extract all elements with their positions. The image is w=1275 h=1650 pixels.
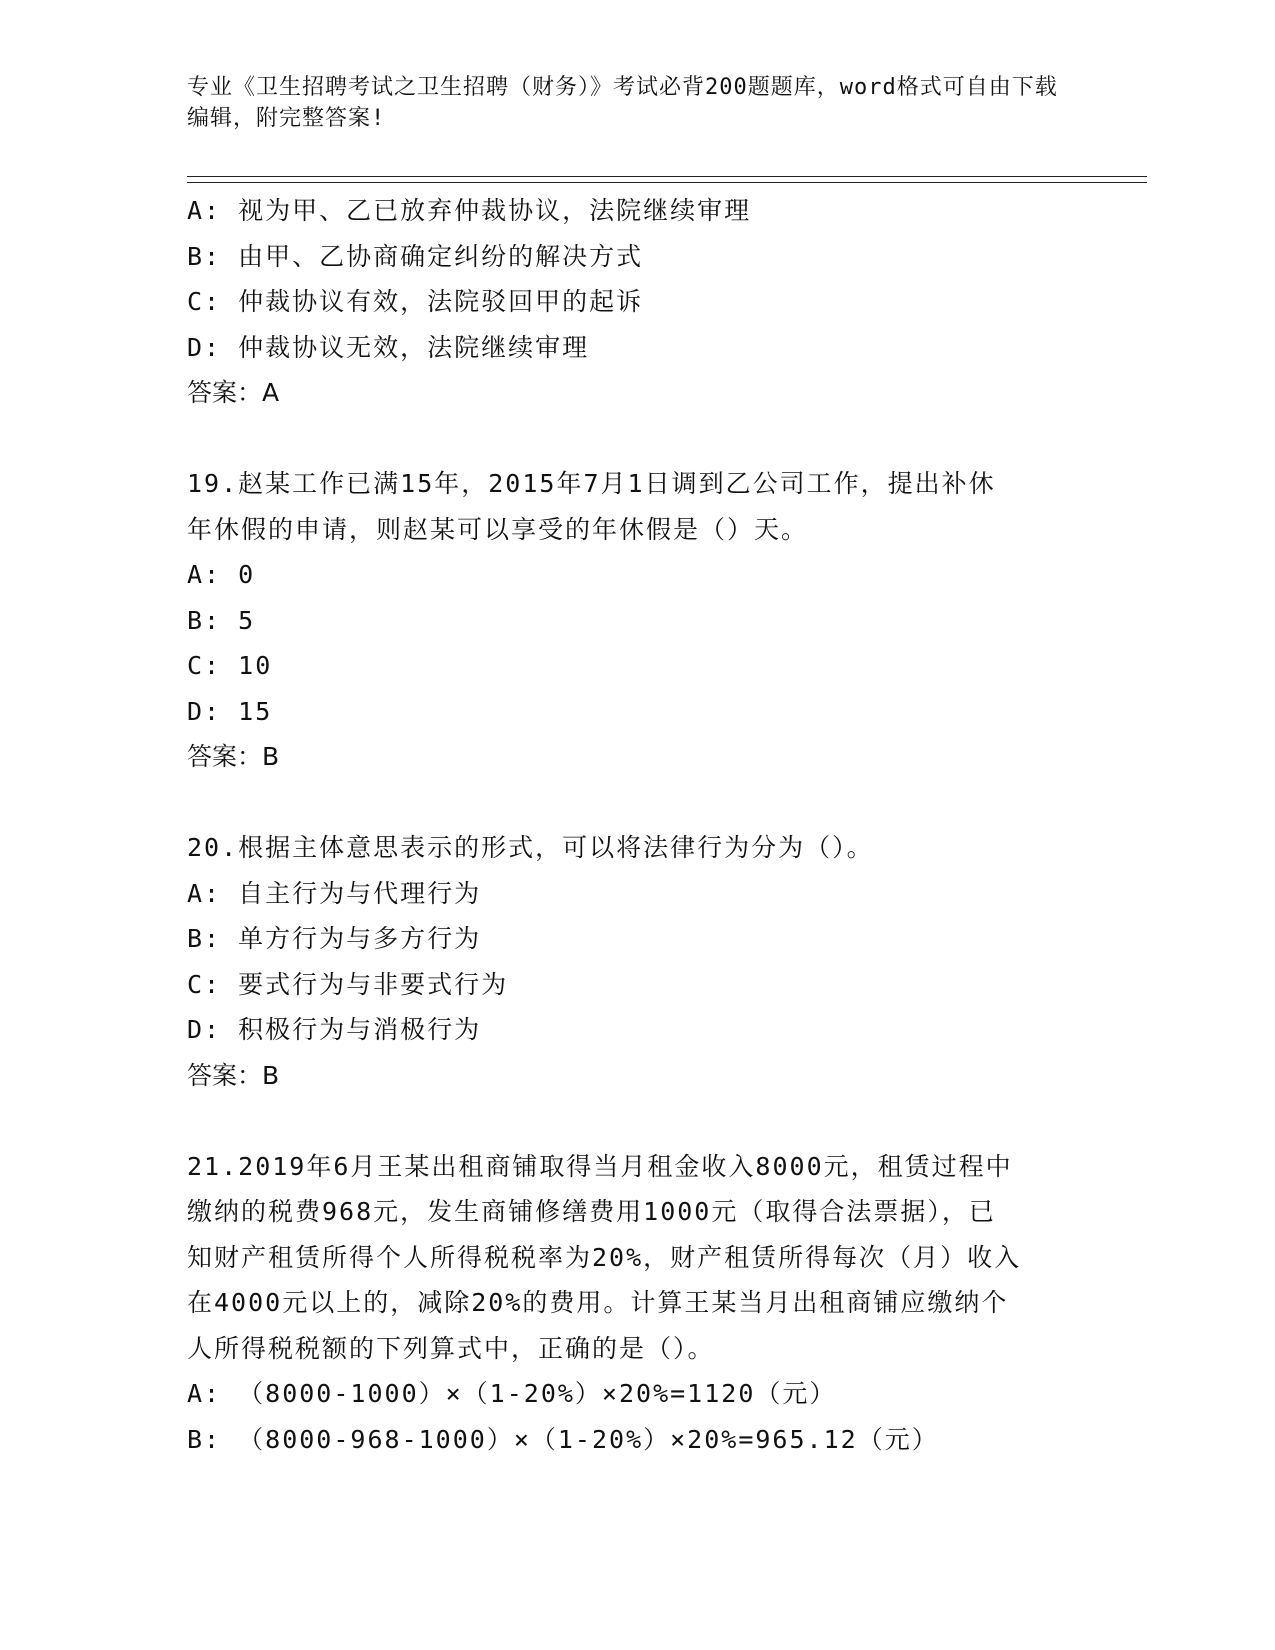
question-18 <box>187 188 1087 416</box>
option-c: C: 要式行为与非要式行为 <box>187 969 509 999</box>
question-20 <box>187 825 1087 1098</box>
question-list <box>187 188 1087 1462</box>
question-stem-line: 年休假的申请，则赵某可以享受的年休假是（）天。 <box>187 514 809 544</box>
option-a: A: 0 <box>187 560 256 589</box>
spacer <box>187 780 1087 826</box>
option-d: D: 15 <box>187 696 273 726</box>
question-stem-line: 19.赵某工作已满15年，2015年7月1日调到乙公司工作，提出补休 <box>187 469 996 498</box>
option-a: A: 视为甲、乙已放弃仲裁协议，法院继续审理 <box>187 196 752 225</box>
spacer <box>187 416 1087 462</box>
option-c: C: 仲裁协议有效，法院驳回甲的起诉 <box>187 287 644 316</box>
option-b: B: 由甲、乙协商确定纠纷的解决方式 <box>187 241 644 271</box>
question-stem-line: 缴纳的税费968元，发生商铺修缮费用1000元（取得合法票据），已 <box>187 1197 996 1226</box>
option-b: B: 5 <box>187 605 256 635</box>
header-divider-top <box>187 176 1147 177</box>
answer: 答案：B <box>187 742 280 771</box>
document-header: 专业《卫生招聘考试之卫生招聘（财务）》考试必背200题题库，word格式可自由下载编辑，附完整答案! <box>187 75 1058 131</box>
question-stem-line: 21.2019年6月王某出租商铺取得当月租金收入8000元，租赁过程中 <box>187 1151 1013 1181</box>
answer: 答案：A <box>187 378 280 407</box>
question-stem-line: 知财产租赁所得个人所得税税率为20%，财产租赁所得每次（月）收入 <box>187 1242 1022 1272</box>
option-d: D: 积极行为与消极行为 <box>187 1015 482 1044</box>
question-stem-line: 人所得税税额的下列算式中，正确的是（）。 <box>187 1333 715 1363</box>
question-stem-line: 20.根据主体意思表示的形式，可以将法律行为分为（）。 <box>187 833 874 862</box>
option-a: A: 自主行为与代理行为 <box>187 878 482 908</box>
option-b: B: 单方行为与多方行为 <box>187 924 482 953</box>
question-21 <box>187 1144 1087 1463</box>
option-d: D: 仲裁协议无效，法院继续审理 <box>187 332 590 362</box>
option-c: C: 10 <box>187 651 273 680</box>
question-19 <box>187 461 1087 780</box>
header-divider-bottom <box>187 182 1147 183</box>
question-stem-line: 在4000元以上的，减除20%的费用。计算王某当月出租商铺应缴纳个 <box>187 1288 1009 1317</box>
option-a: A: （8000-1000）×（1-20%）×20%=1120（元） <box>187 1379 837 1408</box>
option-b: B: （8000-968-1000）×（1-20%）×20%=965.12（元） <box>187 1424 939 1454</box>
answer: 答案：B <box>187 1060 280 1090</box>
spacer <box>187 1098 1087 1144</box>
